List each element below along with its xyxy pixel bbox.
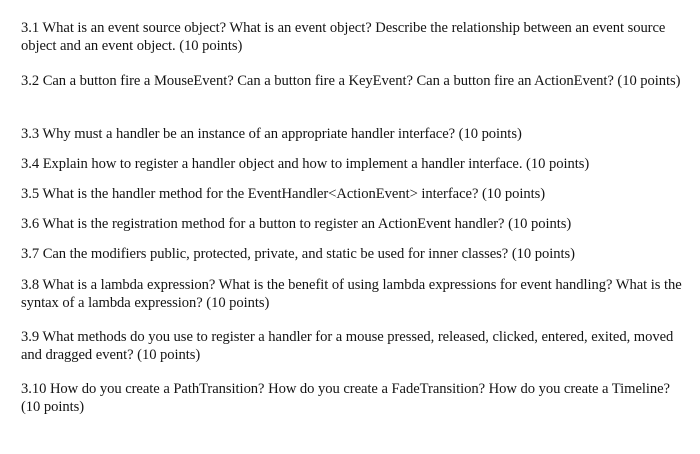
question-3-8: 3.8 What is a lambda expression? What is the benefit of using lambda expressions for event handling? What is the syntax of a lambda expression? (10 points)	[21, 277, 682, 311]
question-3-5: 3.5 What is the handler method for the EventHandler<ActionEvent> interface? (10 points)	[21, 186, 546, 202]
question-3-2: 3.2 Can a button fire a MouseEvent? Can a button fire a KeyEvent? Can a button fire an ActionEvent? (10 points)	[21, 73, 681, 89]
question-3-7: 3.7 Can the modifiers public, protected, private, and static be used for inner classes? (10 points)	[21, 246, 575, 262]
question-3-10: 3.10 How do you create a PathTransition? How do you create a FadeTransition? How do you create a Timeline? (10 points)	[21, 381, 670, 415]
question-3-9: 3.9 What methods do you use to register a handler for a mouse pressed, released, clicked, entered, exited, moved and dragged event? (10 points)	[21, 329, 674, 363]
question-3-3: 3.3 Why must a handler be an instance of an appropriate handler interface? (10 points)	[21, 126, 522, 142]
question-3-1: 3.1 What is an event source object? What is an event object? Describe the relationship between an event source object and an event object. (10 points)	[21, 20, 666, 54]
question-3-6: 3.6 What is the registration method for a button to register an ActionEvent handler? (10 points)	[21, 216, 572, 232]
question-3-4: 3.4 Explain how to register a handler object and how to implement a handler interface. (10 points)	[21, 156, 590, 172]
